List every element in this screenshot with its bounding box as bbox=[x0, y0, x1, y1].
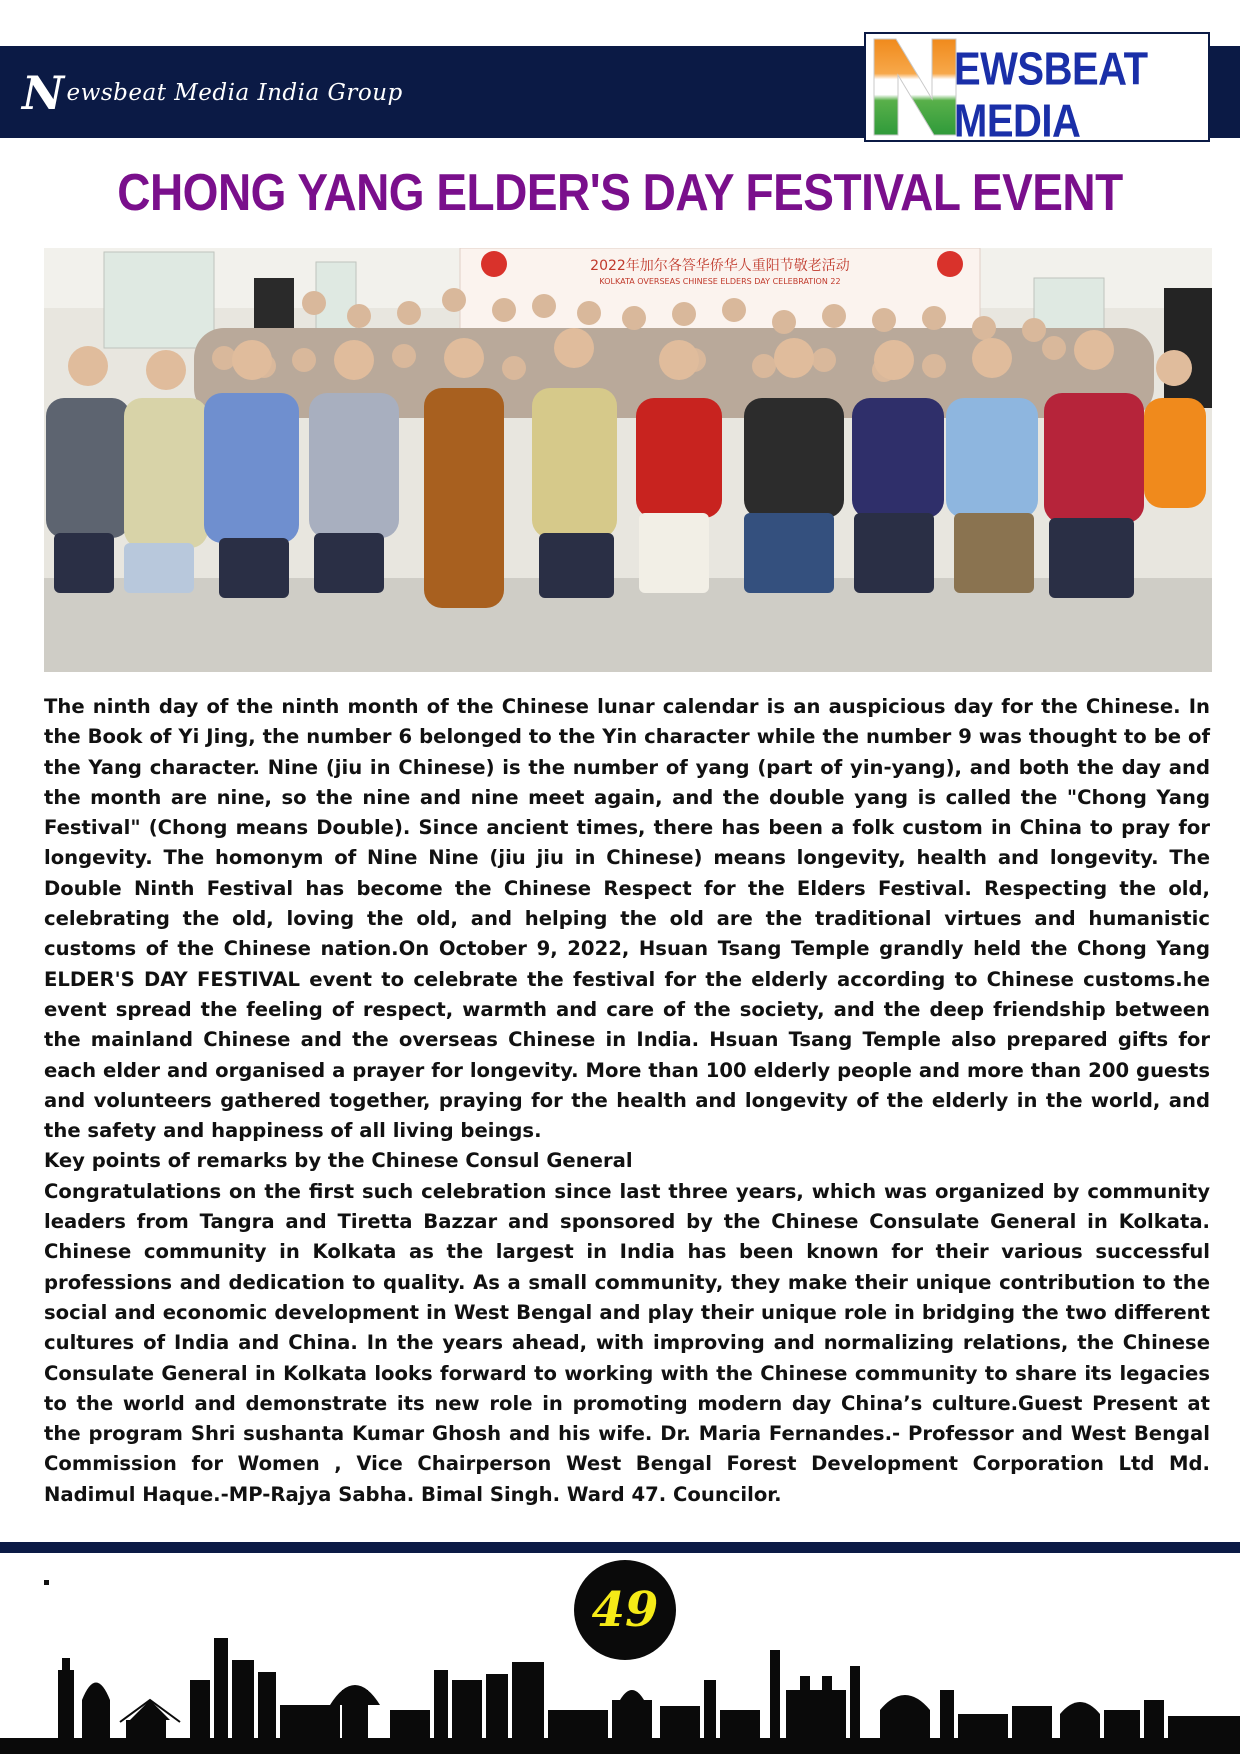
group-name bbox=[22, 58, 403, 128]
article-body bbox=[44, 692, 1210, 1510]
group-name-rest: ewsbeat Media India Group bbox=[66, 80, 403, 106]
group-name-initial: N bbox=[22, 66, 65, 120]
article-paragraph-1: The ninth day of the ninth month of the Chinese lunar calendar is an auspicious day for the Chinese. In the Book of Yi Jing, the number 6 belonged to the Yin character while the number 9 was thought to be of the Yang character. Nine (jiu in Chinese) is the number of yang (part of yin-yang), and both the day and the month are nine, so the nine and nine meet again, and the double yang is called the "Chong Yang Festival" (Chong means Double). Since ancient times, there has been a folk custom in China to pray for longevity. The homonym of Nine Nine (jiu jiu in Chinese) means longevity, health and longevity. The Double Ninth Festival has become the Chinese Respect for the Elders Festival. Respecting the old, celebrating the old, loving the old, and helping the old are the traditional virtues and humanistic customs of the Chinese nation.On October 9, 2022, Hsuan Tsang Temple grandly held the Chong Yang ELDER'S DAY FESTIVAL event to celebrate the festival for the elderly according to Chinese customs.he event spread the feeling of respect, warmth and care of the society, and the deep friendship between the mainland Chinese and the overseas Chinese in India. Hsuan Tsang Temple also prepared gifts for each elder and organised a prayer for longevity. More than 100 elderly people and more than 200 guests and volunteers gathered together, praying for the health and longevity of the elderly in the world, and the safety and happiness of all living beings. bbox=[44, 695, 1210, 1143]
photo-banner-chinese: 2022年加尔各答华侨华人重阳节敬老活动 bbox=[590, 258, 850, 274]
header-bar-stub bbox=[1213, 46, 1240, 138]
article-paragraph-2: Congratulations on the first such celebration since last three years, which was organized by community leaders from Tangra and Tiretta Bazzar and sponsored by the Chinese Consulate General in Kolkata. Chinese community in Kolkata as the largest in India has been known for their various successful professions and dedication to quality. As a small community, they make their unique contribution to the social and economic development in West Bengal and play their unique role in bridging the two different cultures of India and China. In the years ahead, with improving and normalizing relations, the Chinese Consulate General in Kolkata looks forward to working with the Chinese community to share its legacies to the world and demonstrate its new role in promoting modern day China’s culture.Guest Present at the program Shri sushanta Kumar Ghosh and his wife. Dr. Maria Fernandes.- Professor and West Bengal Commission for Women , Vice Chairperson West Bengal Forest Development Corporation Ltd Md. Nadimul Haque.-MP-Rajya Sabha. Bimal Singh. Ward 47. Councilor. bbox=[44, 1179, 1210, 1506]
page-number-badge bbox=[574, 1560, 676, 1660]
footer-dot bbox=[44, 1580, 49, 1585]
photo-banner-english: KOLKATA OVERSEAS CHINESE ELDERS DAY CELEBRATION 22 bbox=[599, 277, 841, 286]
logo-tricolor-n bbox=[870, 37, 960, 137]
article-subheading: Key points of remarks by the Chinese Consul General bbox=[44, 1149, 633, 1173]
footer-divider bbox=[0, 1542, 1240, 1553]
event-group-photo bbox=[44, 248, 1212, 672]
newsbeat-media-logo bbox=[864, 32, 1210, 147]
page-number: 49 bbox=[591, 1582, 659, 1638]
article-title: CHONG YANG ELDER'S DAY FESTIVAL EVENT bbox=[117, 162, 1123, 222]
logo-text: EWSBEAT MEDIA bbox=[954, 44, 1148, 147]
